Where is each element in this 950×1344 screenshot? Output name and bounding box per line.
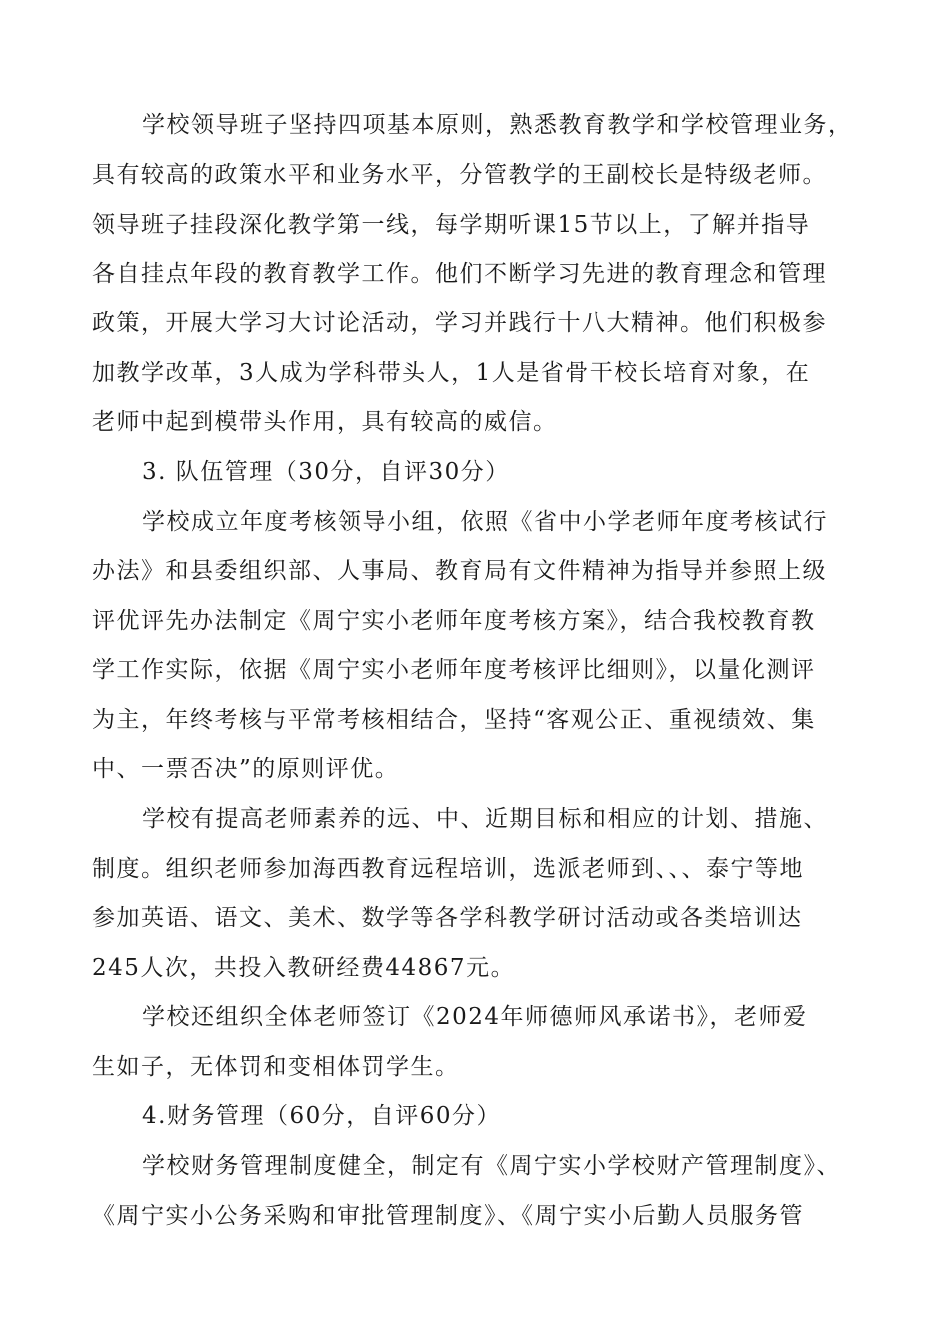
paragraph-line: 加教学改革，3人成为学科带头人，1人是省骨干校长培育对象，在 <box>92 360 811 386</box>
paragraph-line: 学工作实际，依据《周宁实小老师年度考核评比细则》，以量化测评 <box>92 657 816 683</box>
paragraph-line: 领导班子挂段深化教学第一线，每学期听课15节以上，了解并指导 <box>92 212 811 238</box>
paragraph-line: 为主，年终考核与平常考核相结合，坚持“客观公正、重视绩效、集 <box>92 707 816 733</box>
paragraph-line: 学校财务管理制度健全，制定有《周宁实小学校财产管理制度》、 <box>142 1153 841 1179</box>
paragraph-line: 学校成立年度考核领导小组，依照《省中小学老师年度考核试行 <box>142 509 828 535</box>
paragraph-line: 政策，开展大学习大讨论活动，学习并践行十八大精神。他们积极参 <box>92 310 827 336</box>
paragraph-line: 245人次，共投入教研经费44867元。 <box>92 955 516 981</box>
paragraph-line: 参加英语、语文、美术、数学等各学科教学研讨活动或各类培训达 <box>92 905 803 931</box>
paragraph-line: 评优评先办法制定《周宁实小老师年度考核方案》，结合我校教育教 <box>92 608 816 634</box>
paragraph-line: 办法》和县委组织部、人事局、教育局有文件精神为指导并参照上级 <box>92 558 827 584</box>
paragraph-line: 各自挂点年段的教育教学工作。他们不断学习先进的教育理念和管理 <box>92 261 827 287</box>
section-heading: 4.财务管理（60分，自评60分） <box>142 1103 501 1129</box>
paragraph-line: 中、一票否决”的原则评优。 <box>92 756 400 782</box>
paragraph-line: 《周宁实小公务采购和审批管理制度》、《周宁实小后勤人员服务管 <box>92 1203 804 1229</box>
paragraph-line: 制度。组织老师参加海西教育远程培训，选派老师到、、、泰宁等地 <box>92 856 804 882</box>
paragraph-line: 学校还组织全体老师签订《2024年师德师风承诺书》，老师爱 <box>142 1004 808 1030</box>
section-heading: 3. 队伍管理（30分，自评30分） <box>142 459 510 485</box>
paragraph-line: 生如子，无体罚和变相体罚学生。 <box>92 1054 460 1080</box>
paragraph-line: 具有较高的政策水平和业务水平，分管教学的王副校长是特级老师。 <box>92 162 827 188</box>
paragraph-line: 老师中起到模带头作用，具有较高的威信。 <box>92 409 558 435</box>
paragraph-line: 学校有提高老师素养的远、中、近期目标和相应的计划、措施、 <box>142 806 828 832</box>
paragraph-line: 学校领导班子坚持四项基本原则，熟悉教育教学和学校管理业务， <box>142 112 853 138</box>
